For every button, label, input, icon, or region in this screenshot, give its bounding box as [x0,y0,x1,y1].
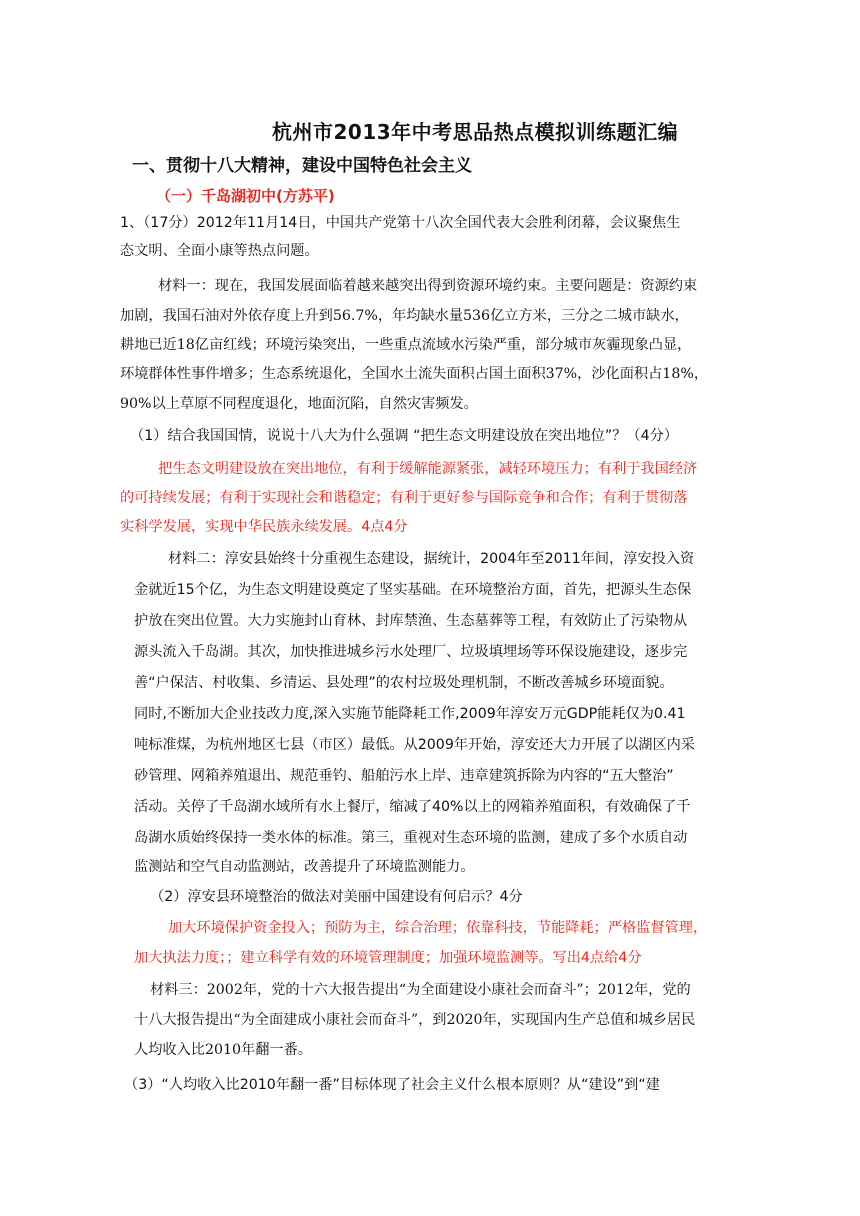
material-1-line: 材料一：现在，我国发展面临着越来越突出得到资源环境约束。主要问题是：资源约束 [158,278,698,294]
question-1-intro-line: 态文明、全面小康等热点问题。 [120,243,319,259]
material-2-line: 岛湖水质始终保持一类水体的标准。第三，重视对生态环境的监测，建成了多个水质自动 [134,830,688,846]
material-2-line: 金就近15个亿，为生态文明建设奠定了坚实基础。在环境整治方面，首先，把源头生态保 [134,582,692,598]
material-2-line: 活动。关停了千岛湖水域所有水上餐厅，缩减了40%以上的网箱养殖面积，有效确保了千 [134,799,691,815]
answer-1-line: 实科学发展，实现中华民族永续发展。4点4分 [120,519,408,535]
material-1-line: 耕地已近18亿亩红线；环境污染突出，一些重点流域水污染严重，部分城市灰霾现象凸显， [120,337,692,353]
material-2-line: 同时,不断加大企业技改力度,深入实施节能降耗工作,2009年淳安万元GDP能耗仅为0.41 [134,706,686,722]
document-title: 杭州市2013年中考思品热点模拟训练题汇编 [272,120,679,144]
material-3-line: 材料三：2002年，党的十六大报告提出“为全面建设小康社会而奋斗”；2012年，党的 [150,982,691,998]
material-1-line: 90%以上草原不同程度退化，地面沉陷，自然灾害频发。 [120,396,478,412]
sub-heading: （一）千岛湖初中(方苏平) [156,187,335,205]
material-2-line: 善“户保洁、村收集、乡清运、县处理”的农村垃圾处理机制，不断改善城乡环境面貌。 [134,675,674,691]
material-1-line: 加剧，我国石油对外依存度上升到56.7%，年均缺水量536亿立方米，三分之二城市缺水， [120,308,689,324]
sub-question-1: （1）结合我国国情，说说十八大为什么强调 “把生态文明建设放在突出地位”？（4分） [130,428,679,444]
material-2-line: 监测站和空气自动监测站，改善提升了环境监测能力。 [134,859,475,875]
material-2-line: 材料二：淳安县始终十分重视生态建设，据统计，2004年至2011年间，淳安投入资 [168,551,695,567]
sub-question-2: （2）淳安县环境整治的做法对美丽中国建设有何启示？4分 [150,889,523,905]
answer-1-line: 的可持续发展；有利于实现社会和谐稳定；有利于更好参与国际竞争和合作；有利于贯彻落 [120,490,688,506]
answer-2-line: 加大执法力度；；建立科学有效的环境管理制度；加强环境监测等。写出4点给4分 [134,950,642,966]
material-2-line: 护放在突出位置。大力实施封山育林、封库禁渔、生态墓葬等工程，有效防止了污染物从 [134,613,688,629]
section-heading: 一、贯彻十八大精神，建设中国特色社会主义 [132,156,472,176]
sub-question-3: （3）“人均收入比2010年翻一番”目标体现了社会主义什么根本原则？从“建设”到“建 [124,1077,660,1093]
material-1-line: 环境群体性事件增多；生态系统退化，全国水土流失面积占国土面积37%，沙化面积占18%， [120,366,709,382]
material-2-line: 吨标准煤，为杭州地区七县（市区）最低。从2009年开始，淳安还大力开展了以湖区内采 [134,737,696,753]
answer-1-line: 把生态文明建设放在突出地位，有利于缓解能源紧张，减轻环境压力；有利于我国经济 [158,461,698,477]
material-2-line: 源头流入千岛湖。其次，加快推进城乡污水处理厂、垃圾填埋场等环保设施建设，逐步完 [134,644,688,660]
answer-2-line: 加大环境保护资金投入；预防为主，综合治理；依靠科技，节能降耗；严格监督管理， [168,920,708,936]
material-3-line: 人均收入比2010年翻一番。 [134,1042,312,1058]
material-2-line: 砂管理、网箱养殖退出、规范垂钓、船舶污水上岸、违章建筑拆除为内容的“五大整治” [134,768,674,784]
material-3-line: 十八大报告提出“为全面建成小康社会而奋斗”，到2020年，实现国内生产总值和城乡居民 [134,1012,696,1028]
question-1-intro-line: 1、（17分）2012年11月14日，中国共产党第十八次全国代表大会胜利闭幕，会议聚焦生 [120,215,681,231]
